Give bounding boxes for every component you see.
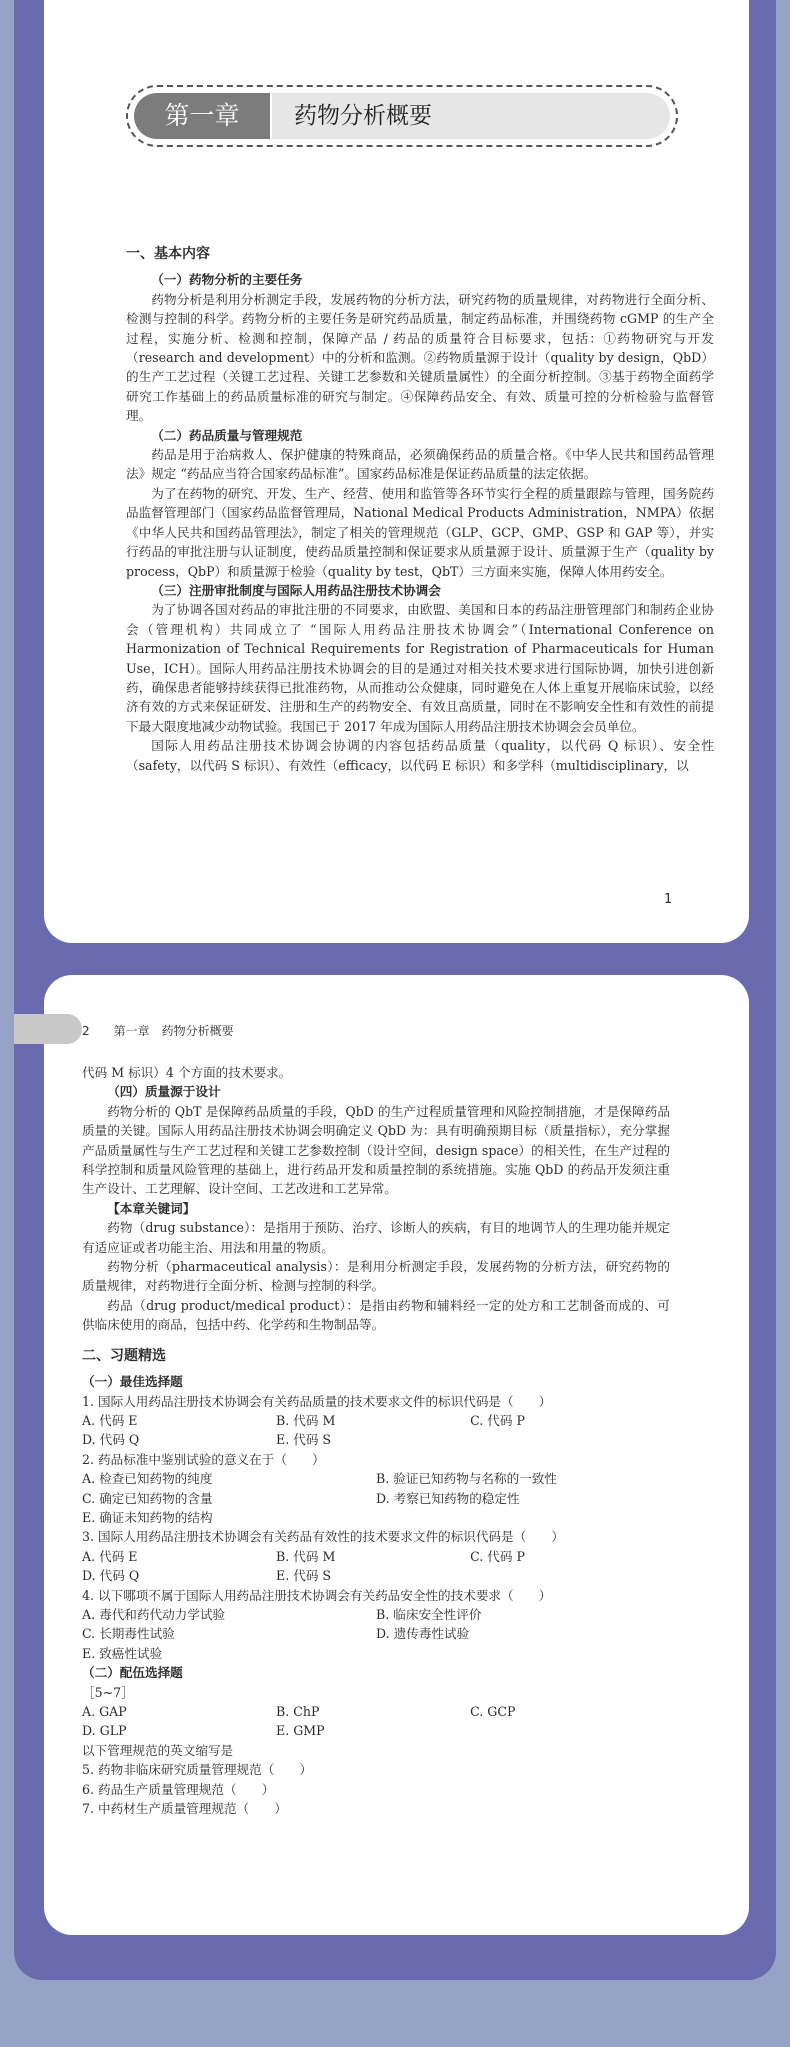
- option: B. 代码 M: [276, 1548, 336, 1564]
- keyword-definition: 药品（drug product/medical product）：是指由药物和辅料经一定的处方和工艺制备而成的、可供临床使用的商品，包括中药、化学药和生物制品等。: [82, 1297, 670, 1333]
- subsection-heading: （二）配伍选择题: [82, 1665, 183, 1681]
- option: B. ChP: [276, 1704, 320, 1719]
- section-heading: 一、基本内容: [126, 246, 210, 262]
- paragraph: 代码 M 标识）4 个方面的技术要求。: [82, 1065, 292, 1080]
- option: D. 考察已知药物的稳定性: [376, 1490, 520, 1506]
- page-1-body: [126, 245, 714, 775]
- option: D. 遗传毒性试验: [376, 1626, 470, 1642]
- subsection-heading: （四）质量源于设计: [107, 1084, 221, 1100]
- option: A. GAP: [82, 1704, 127, 1719]
- page-number: 1: [664, 892, 673, 907]
- option: A. 代码 E: [82, 1412, 138, 1428]
- page-2-body: [82, 1063, 670, 1818]
- option: C. GCP: [470, 1704, 516, 1719]
- question-range: ［5~7］: [82, 1684, 134, 1700]
- paragraph: 药物分析是利用分析测定手段，发展药物的分析方法，研究药物的质量规律，对药物进行全面分析、检测与控制的科学。药物分析的主要任务是研究药品质量，制定药品标准，并围绕药物 cGMP 的生产全过程，实施分析、检测和控制，保障产品 / 药品的质量符合目标要求，包括：①药物研究与开发（research and development）中的分析和监测。②药物质量源于设计（quality by design，QbD）的生产工艺过程（关键工艺过程、关键工艺参数和关键质量属性）的全面分析控制。③基于药物全面药学研究工作基础上的药品质量标准的研究与制定。④保障药品安全、有效、质量可控的分析检验与监督管理。: [126, 291, 714, 424]
- paragraph: 国际人用药品注册技术协调会协调的内容包括药品质量（quality，以代码 Q 标识）、安全性（safety，以代码 S 标识）、有效性（efficacy，以代码 E 标识）和多学科（multidisciplinary，以: [126, 738, 714, 773]
- question: 5. 药物非临床研究质量管理规范（ ）: [82, 1762, 313, 1778]
- option: C. 代码 P: [470, 1412, 525, 1428]
- chapter-banner: [126, 85, 678, 147]
- option: E. 确证未知药物的结构: [82, 1509, 213, 1525]
- running-head: 2 第一章 药物分析概要: [82, 1024, 234, 1038]
- page-1: [44, 0, 749, 943]
- subsection-heading: （三）注册审批制度与国际人用药品注册技术协调会: [151, 582, 441, 598]
- options: [82, 1411, 670, 1450]
- option: B. 验证已知药物与名称的一致性: [376, 1471, 557, 1487]
- question: 1. 国际人用药品注册技术协调会有关药品质量的技术要求文件的标识代码是（ ）: [82, 1393, 552, 1409]
- option: D. 代码 Q: [82, 1568, 140, 1584]
- keyword-definition: 药物分析（pharmaceutical analysis）：是利用分析测定手段，发展药物的分析方法，研究药物的质量规律，对药物进行全面分析、检测与控制的科学。: [82, 1259, 670, 1294]
- options: [82, 1605, 670, 1663]
- keyword-definition: 药物（drug substance）：是指用于预防、治疗、诊断人的疾病，有目的地调节人的生理功能并规定有适应证或者功能主治、用法和用量的物质。: [82, 1220, 670, 1255]
- option: A. 检查已知药物的纯度: [82, 1471, 213, 1487]
- chapter-number: 第一章: [134, 93, 270, 139]
- paragraph: 为了在药物的研究、开发、生产、经营、使用和监管等各环节实行全程的质量跟踪与管理，国务院药品监督管理部门（国家药品监督管理局，National Medical Products Administration，NMPA）依据《中华人民共和国药品管理法》，制定了相关的管理规范（GLP、GCP、GMP、GSP 和 GAP 等），并实行药品的审批注册与认证制度，使药品质量控制和保证要求从质量源于设计、质量源于生产（quality by process，QbP）和质量源于检验（quality by test，QbT）三方面来实施，保障人体用药安全。: [126, 485, 714, 579]
- subsection-heading: （二）药品质量与管理规范: [151, 427, 303, 443]
- chapter-title: 药物分析概要: [272, 93, 670, 139]
- subsection-heading: （一）药物分析的主要任务: [151, 272, 303, 288]
- paragraph: 为了协调各国对药品的审批注册的不同要求，由欧盟、美国和日本的药品注册管理部门和制药企业协会（管理机构）共同成立了 “国际人用药品注册技术协调会”（International Conference on Harmonization of Technical Requirements for Registration of Pharmaceuticals for Human Use，ICH）。国际人用药品注册技术协调会的目的是通过对相关技术要求进行国际协调，加快引进创新药，确保患者能够持续获得已批准药物，从而推动公众健康，同时避免在人体上重复开展临床试验，以经济有效的方式来保证研发、注册和生产的药物安全、有效且高质量，同时在不影响安全性和有效性的前提下最大限度地减少动物试验。我国已于 2017 年成为国际人用药品注册技术协调会会员单位。: [126, 602, 714, 734]
- options: [82, 1702, 670, 1741]
- options: [82, 1547, 670, 1586]
- question: 3. 国际人用药品注册技术协调会有关药品有效性的技术要求文件的标识代码是（ ）: [82, 1529, 564, 1545]
- question: 2. 药品标准中鉴别试验的意义在于（ ）: [82, 1451, 325, 1467]
- question: 7. 中药材生产质量管理规范（ ）: [82, 1801, 287, 1817]
- options: [82, 1469, 670, 1527]
- section-heading: 二、习题精选: [82, 1347, 166, 1364]
- option: E. GMP: [276, 1723, 325, 1739]
- question: 4. 以下哪项不属于国际人用药品注册技术协调会有关药品安全性的技术要求（ ）: [82, 1587, 552, 1603]
- option: B. 临床安全性评价: [376, 1606, 482, 1622]
- subsection-heading: （一）最佳选择题: [82, 1374, 183, 1390]
- paragraph: 药物分析的 QbT 是保障药品质量的手段，QbD 的生产过程质量管理和风险控制措施，才是保障药品质量的关键。国际人用药品注册技术协调会明确定义 QbD 为：具有明确预期目标（质量指标），充分掌握产品质量属性与生产工艺过程和关键工艺参数控制（设计空间，design space）的相关性，在生产过程的科学控制和质量风险管理的基础上，进行药品开发和质量控制的系统措施。实施 QbD 的药品开发须注重生产设计、工艺理解、设计空间、工艺改进和工艺异常。: [82, 1103, 670, 1197]
- option: D. 代码 Q: [82, 1432, 140, 1448]
- option: E. 代码 S: [276, 1432, 332, 1448]
- option: C. 代码 P: [470, 1548, 525, 1564]
- question-intro: 以下管理规范的英文缩写是: [82, 1742, 234, 1758]
- paragraph: 药品是用于治病救人、保护健康的特殊商品，必须确保药品的质量合格。《中华人民共和国药品管理法》规定 “药品应当符合国家药品标准”。国家药品标准是保证药品质量的法定依据。: [126, 447, 714, 482]
- page-tab: [14, 1014, 82, 1044]
- option: E. 致癌性试验: [82, 1645, 163, 1661]
- option: A. 毒代和药代动力学试验: [82, 1606, 226, 1622]
- keywords-heading: 【本章关键词】: [107, 1200, 196, 1216]
- option: C. 长期毒性试验: [82, 1626, 175, 1642]
- option: D. GLP: [82, 1723, 127, 1739]
- option: A. 代码 E: [82, 1548, 138, 1564]
- option: B. 代码 M: [276, 1412, 336, 1428]
- option: E. 代码 S: [276, 1568, 332, 1584]
- question: 6. 药品生产质量管理规范（ ）: [82, 1781, 275, 1797]
- option: C. 确定已知药物的含量: [82, 1490, 213, 1506]
